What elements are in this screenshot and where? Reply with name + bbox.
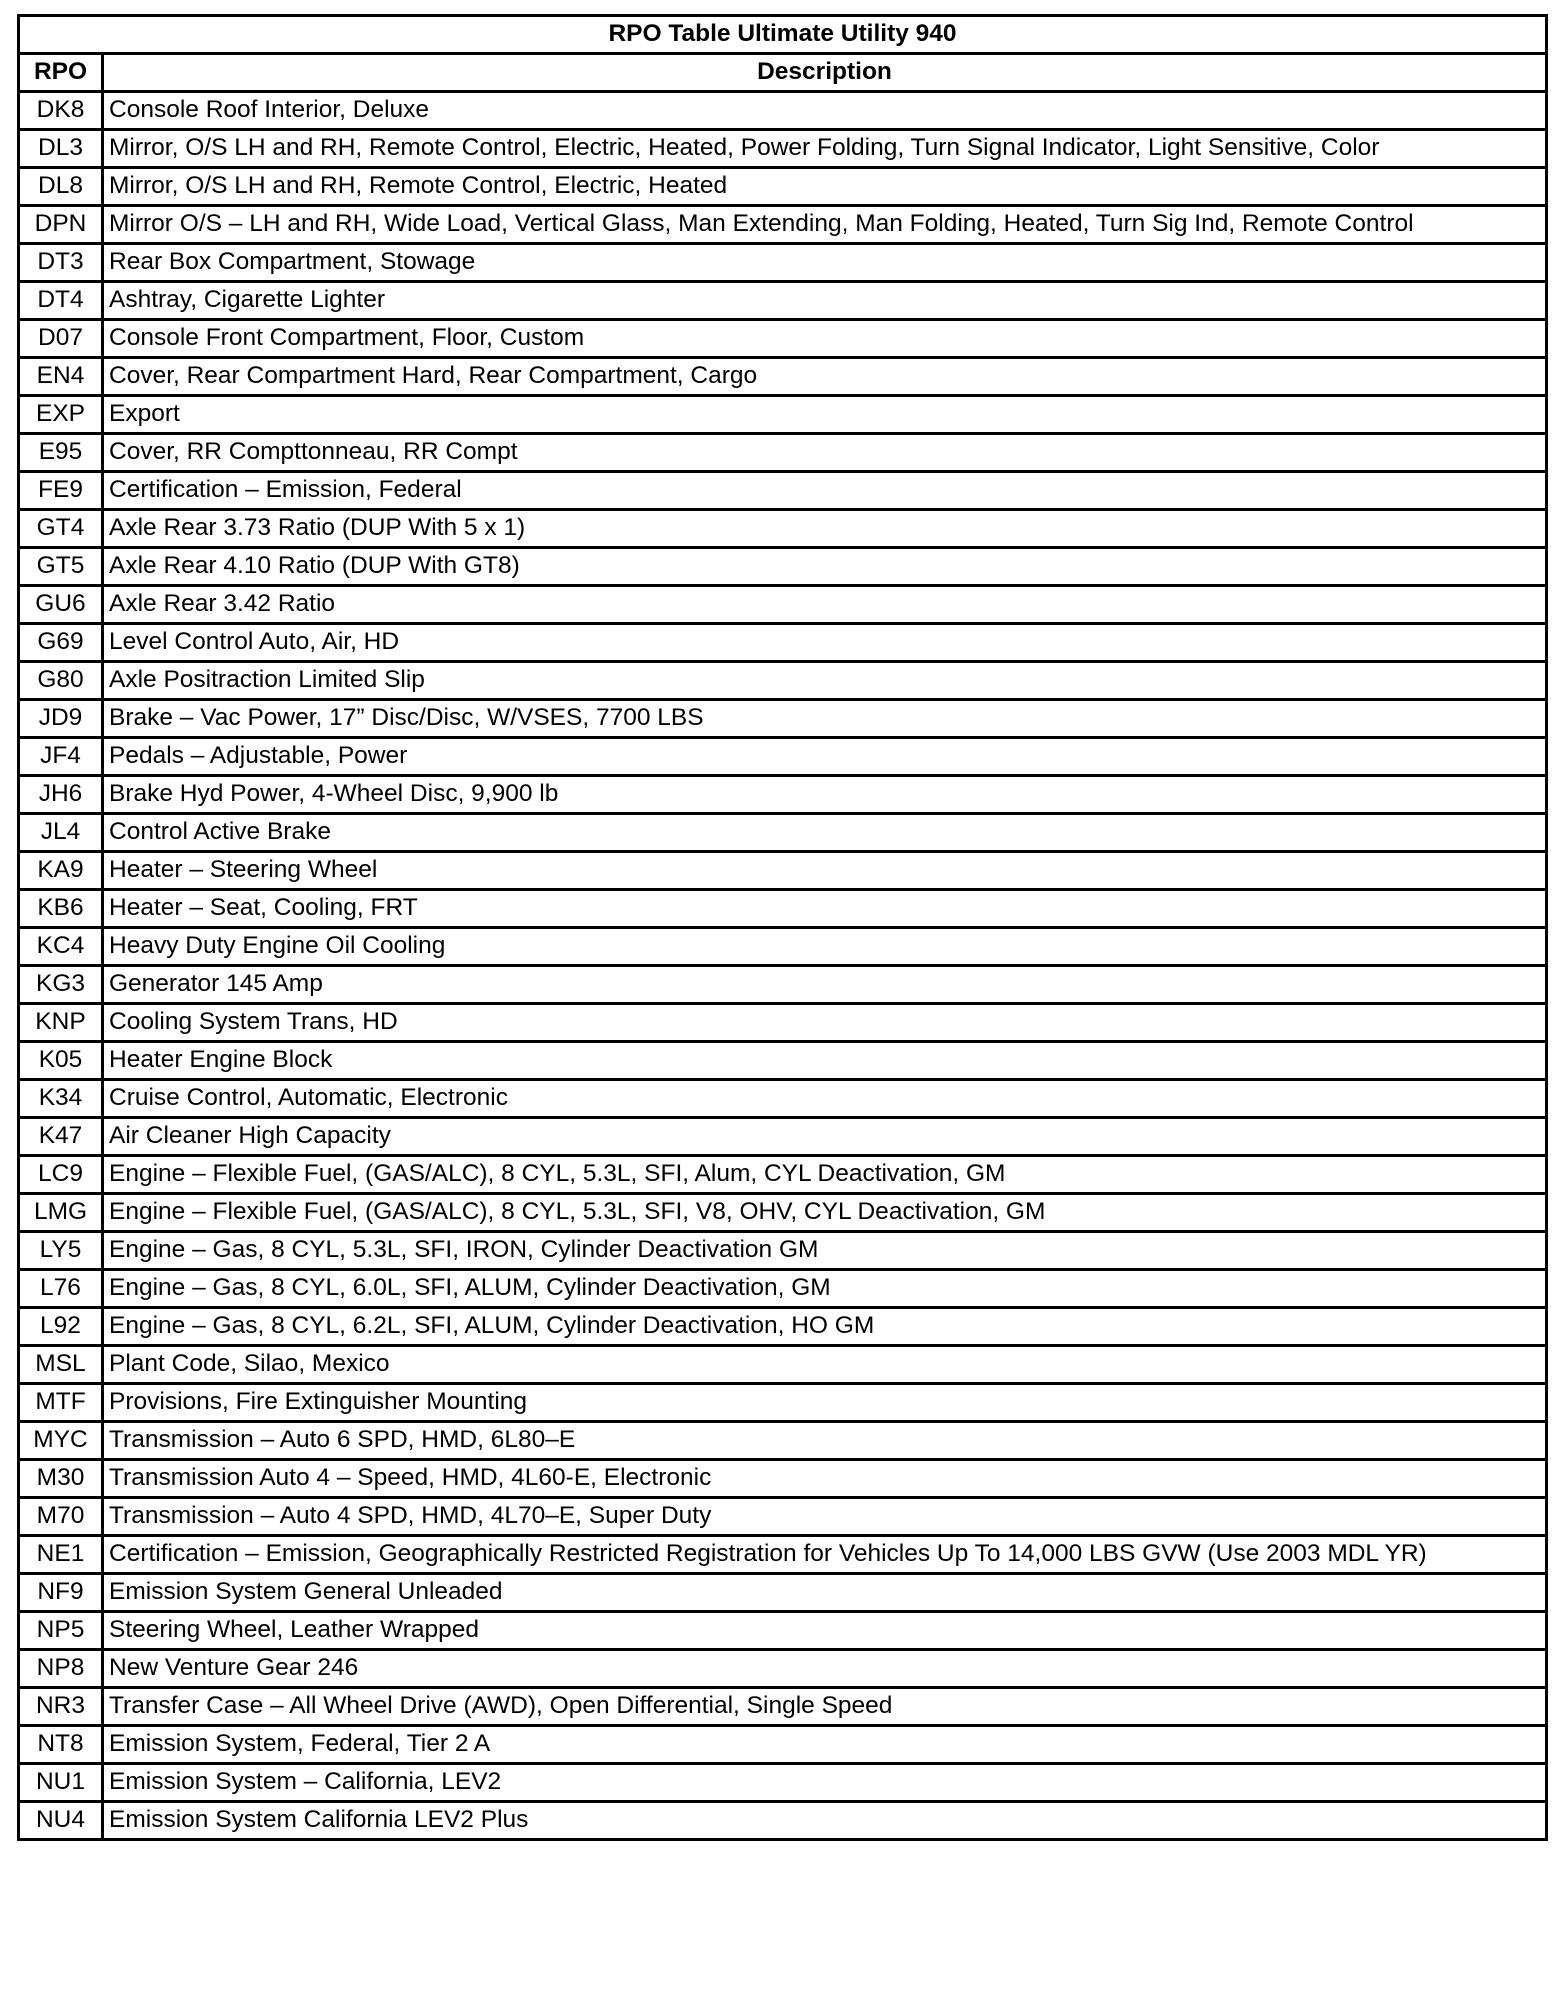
description-cell: Generator 145 Amp — [103, 966, 1547, 1004]
table-row — [19, 1536, 1547, 1574]
rpo-column-header: RPO — [19, 54, 103, 92]
description-cell: Emission System California LEV2 Plus — [103, 1802, 1547, 1840]
rpo-code-cell: L76 — [19, 1270, 103, 1308]
table-row — [19, 1726, 1547, 1764]
table-row — [19, 1232, 1547, 1270]
table-row — [19, 206, 1547, 244]
description-cell: Transmission – Auto 4 SPD, HMD, 4L70–E, Super Duty — [103, 1498, 1547, 1536]
description-cell: Axle Rear 3.73 Ratio (DUP With 5 x 1) — [103, 510, 1547, 548]
description-cell: Transfer Case – All Wheel Drive (AWD), Open Differential, Single Speed — [103, 1688, 1547, 1726]
table-row — [19, 814, 1547, 852]
description-column-header: Description — [103, 54, 1547, 92]
table-row — [19, 1498, 1547, 1536]
description-cell: Emission System – California, LEV2 — [103, 1764, 1547, 1802]
description-cell: Cruise Control, Automatic, Electronic — [103, 1080, 1547, 1118]
rpo-code-cell: GT4 — [19, 510, 103, 548]
table-row — [19, 358, 1547, 396]
rpo-code-cell: KB6 — [19, 890, 103, 928]
table-row — [19, 586, 1547, 624]
description-cell: Mirror O/S – LH and RH, Wide Load, Vertical Glass, Man Extending, Man Folding, Heated, Turn Sig Ind, Remote Control — [103, 206, 1547, 244]
table-row — [19, 1574, 1547, 1612]
table-row — [19, 1118, 1547, 1156]
table-row — [19, 1270, 1547, 1308]
rpo-code-cell: GU6 — [19, 586, 103, 624]
table-row — [19, 1194, 1547, 1232]
description-cell: Axle Positraction Limited Slip — [103, 662, 1547, 700]
rpo-code-cell: DT3 — [19, 244, 103, 282]
table-row — [19, 1080, 1547, 1118]
description-cell: Engine – Gas, 8 CYL, 5.3L, SFI, IRON, Cylinder Deactivation GM — [103, 1232, 1547, 1270]
description-cell: Ashtray, Cigarette Lighter — [103, 282, 1547, 320]
description-cell: Transmission Auto 4 – Speed, HMD, 4L60-E, Electronic — [103, 1460, 1547, 1498]
description-cell: Cover, RR Compttonneau, RR Compt — [103, 434, 1547, 472]
table-row — [19, 1422, 1547, 1460]
table-row — [19, 1650, 1547, 1688]
rpo-code-cell: NU1 — [19, 1764, 103, 1802]
description-cell: Engine – Gas, 8 CYL, 6.0L, SFI, ALUM, Cylinder Deactivation, GM — [103, 1270, 1547, 1308]
description-cell: Control Active Brake — [103, 814, 1547, 852]
description-cell: Certification – Emission, Federal — [103, 472, 1547, 510]
description-cell: Axle Rear 4.10 Ratio (DUP With GT8) — [103, 548, 1547, 586]
table-body — [19, 92, 1547, 1840]
description-cell: Rear Box Compartment, Stowage — [103, 244, 1547, 282]
table-row — [19, 396, 1547, 434]
description-cell: Heater – Seat, Cooling, FRT — [103, 890, 1547, 928]
rpo-code-cell: M70 — [19, 1498, 103, 1536]
rpo-code-cell: E95 — [19, 434, 103, 472]
rpo-code-cell: DK8 — [19, 92, 103, 130]
description-cell: Axle Rear 3.42 Ratio — [103, 586, 1547, 624]
rpo-code-cell: KNP — [19, 1004, 103, 1042]
description-cell: Plant Code, Silao, Mexico — [103, 1346, 1547, 1384]
table-row — [19, 510, 1547, 548]
rpo-code-cell: NU4 — [19, 1802, 103, 1840]
rpo-code-cell: GT5 — [19, 548, 103, 586]
rpo-code-cell: M30 — [19, 1460, 103, 1498]
description-cell: Heater Engine Block — [103, 1042, 1547, 1080]
description-cell: Provisions, Fire Extinguisher Mounting — [103, 1384, 1547, 1422]
description-cell: Console Roof Interior, Deluxe — [103, 92, 1547, 130]
rpo-code-cell: G69 — [19, 624, 103, 662]
rpo-code-cell: FE9 — [19, 472, 103, 510]
table-row — [19, 168, 1547, 206]
table-row — [19, 1346, 1547, 1384]
table-row — [19, 1612, 1547, 1650]
description-cell: Brake Hyd Power, 4-Wheel Disc, 9,900 lb — [103, 776, 1547, 814]
table-row — [19, 472, 1547, 510]
description-cell: Export — [103, 396, 1547, 434]
rpo-code-cell: D07 — [19, 320, 103, 358]
rpo-code-cell: JF4 — [19, 738, 103, 776]
table-row — [19, 928, 1547, 966]
rpo-code-cell: MYC — [19, 1422, 103, 1460]
table-row — [19, 1156, 1547, 1194]
description-cell: Emission System General Unleaded — [103, 1574, 1547, 1612]
description-cell: Transmission – Auto 6 SPD, HMD, 6L80–E — [103, 1422, 1547, 1460]
rpo-code-cell: DPN — [19, 206, 103, 244]
description-cell: Level Control Auto, Air, HD — [103, 624, 1547, 662]
table-row — [19, 890, 1547, 928]
rpo-code-cell: DL3 — [19, 130, 103, 168]
table-row — [19, 700, 1547, 738]
rpo-code-cell: EN4 — [19, 358, 103, 396]
description-cell: Cooling System Trans, HD — [103, 1004, 1547, 1042]
description-cell: Engine – Gas, 8 CYL, 6.2L, SFI, ALUM, Cylinder Deactivation, HO GM — [103, 1308, 1547, 1346]
rpo-code-cell: NR3 — [19, 1688, 103, 1726]
rpo-code-cell: MTF — [19, 1384, 103, 1422]
rpo-code-cell: NP8 — [19, 1650, 103, 1688]
description-cell: Air Cleaner High Capacity — [103, 1118, 1547, 1156]
rpo-code-cell: NT8 — [19, 1726, 103, 1764]
table-title: RPO Table Ultimate Utility 940 — [19, 16, 1547, 54]
description-cell: Mirror, O/S LH and RH, Remote Control, Electric, Heated — [103, 168, 1547, 206]
rpo-code-cell: JH6 — [19, 776, 103, 814]
rpo-code-cell: LC9 — [19, 1156, 103, 1194]
table-row — [19, 776, 1547, 814]
table-row — [19, 282, 1547, 320]
rpo-code-cell: MSL — [19, 1346, 103, 1384]
description-cell: Steering Wheel, Leather Wrapped — [103, 1612, 1547, 1650]
rpo-code-cell: EXP — [19, 396, 103, 434]
description-cell: Engine – Flexible Fuel, (GAS/ALC), 8 CYL, 5.3L, SFI, Alum, CYL Deactivation, GM — [103, 1156, 1547, 1194]
table-row — [19, 1042, 1547, 1080]
rpo-table — [17, 14, 1548, 1841]
description-cell: Emission System, Federal, Tier 2 A — [103, 1726, 1547, 1764]
rpo-code-cell: LY5 — [19, 1232, 103, 1270]
description-cell: Brake – Vac Power, 17” Disc/Disc, W/VSES, 7700 LBS — [103, 700, 1547, 738]
description-cell: Pedals – Adjustable, Power — [103, 738, 1547, 776]
rpo-code-cell: L92 — [19, 1308, 103, 1346]
header-row — [19, 54, 1547, 92]
title-row — [19, 16, 1547, 54]
rpo-code-cell: LMG — [19, 1194, 103, 1232]
description-cell: New Venture Gear 246 — [103, 1650, 1547, 1688]
rpo-code-cell: NE1 — [19, 1536, 103, 1574]
table-row — [19, 1764, 1547, 1802]
rpo-code-cell: DT4 — [19, 282, 103, 320]
table-row — [19, 1460, 1547, 1498]
table-row — [19, 548, 1547, 586]
table-row — [19, 738, 1547, 776]
table-row — [19, 92, 1547, 130]
table-row — [19, 662, 1547, 700]
rpo-code-cell: JD9 — [19, 700, 103, 738]
table-row — [19, 244, 1547, 282]
description-cell: Heater – Steering Wheel — [103, 852, 1547, 890]
table-row — [19, 130, 1547, 168]
rpo-code-cell: KC4 — [19, 928, 103, 966]
table-row — [19, 1308, 1547, 1346]
table-row — [19, 320, 1547, 358]
table-row — [19, 1004, 1547, 1042]
table-row — [19, 434, 1547, 472]
description-cell: Console Front Compartment, Floor, Custom — [103, 320, 1547, 358]
rpo-code-cell: KG3 — [19, 966, 103, 1004]
description-cell: Heavy Duty Engine Oil Cooling — [103, 928, 1547, 966]
description-cell: Cover, Rear Compartment Hard, Rear Compartment, Cargo — [103, 358, 1547, 396]
table-row — [19, 1384, 1547, 1422]
rpo-code-cell: NF9 — [19, 1574, 103, 1612]
rpo-code-cell: K34 — [19, 1080, 103, 1118]
table-row — [19, 966, 1547, 1004]
description-cell: Certification – Emission, Geographically Restricted Registration for Vehicles Up To 14,000 LBS GVW (Use 2003 MDL YR) — [103, 1536, 1547, 1574]
table-row — [19, 1802, 1547, 1840]
description-cell: Engine – Flexible Fuel, (GAS/ALC), 8 CYL, 5.3L, SFI, V8, OHV, CYL Deactivation, GM — [103, 1194, 1547, 1232]
table-row — [19, 852, 1547, 890]
rpo-code-cell: G80 — [19, 662, 103, 700]
table-row — [19, 1688, 1547, 1726]
rpo-code-cell: K47 — [19, 1118, 103, 1156]
description-cell: Mirror, O/S LH and RH, Remote Control, Electric, Heated, Power Folding, Turn Signal Indicator, Light Sensitive, Color — [103, 130, 1547, 168]
rpo-code-cell: K05 — [19, 1042, 103, 1080]
rpo-code-cell: JL4 — [19, 814, 103, 852]
rpo-code-cell: DL8 — [19, 168, 103, 206]
rpo-code-cell: NP5 — [19, 1612, 103, 1650]
table-row — [19, 624, 1547, 662]
rpo-code-cell: KA9 — [19, 852, 103, 890]
